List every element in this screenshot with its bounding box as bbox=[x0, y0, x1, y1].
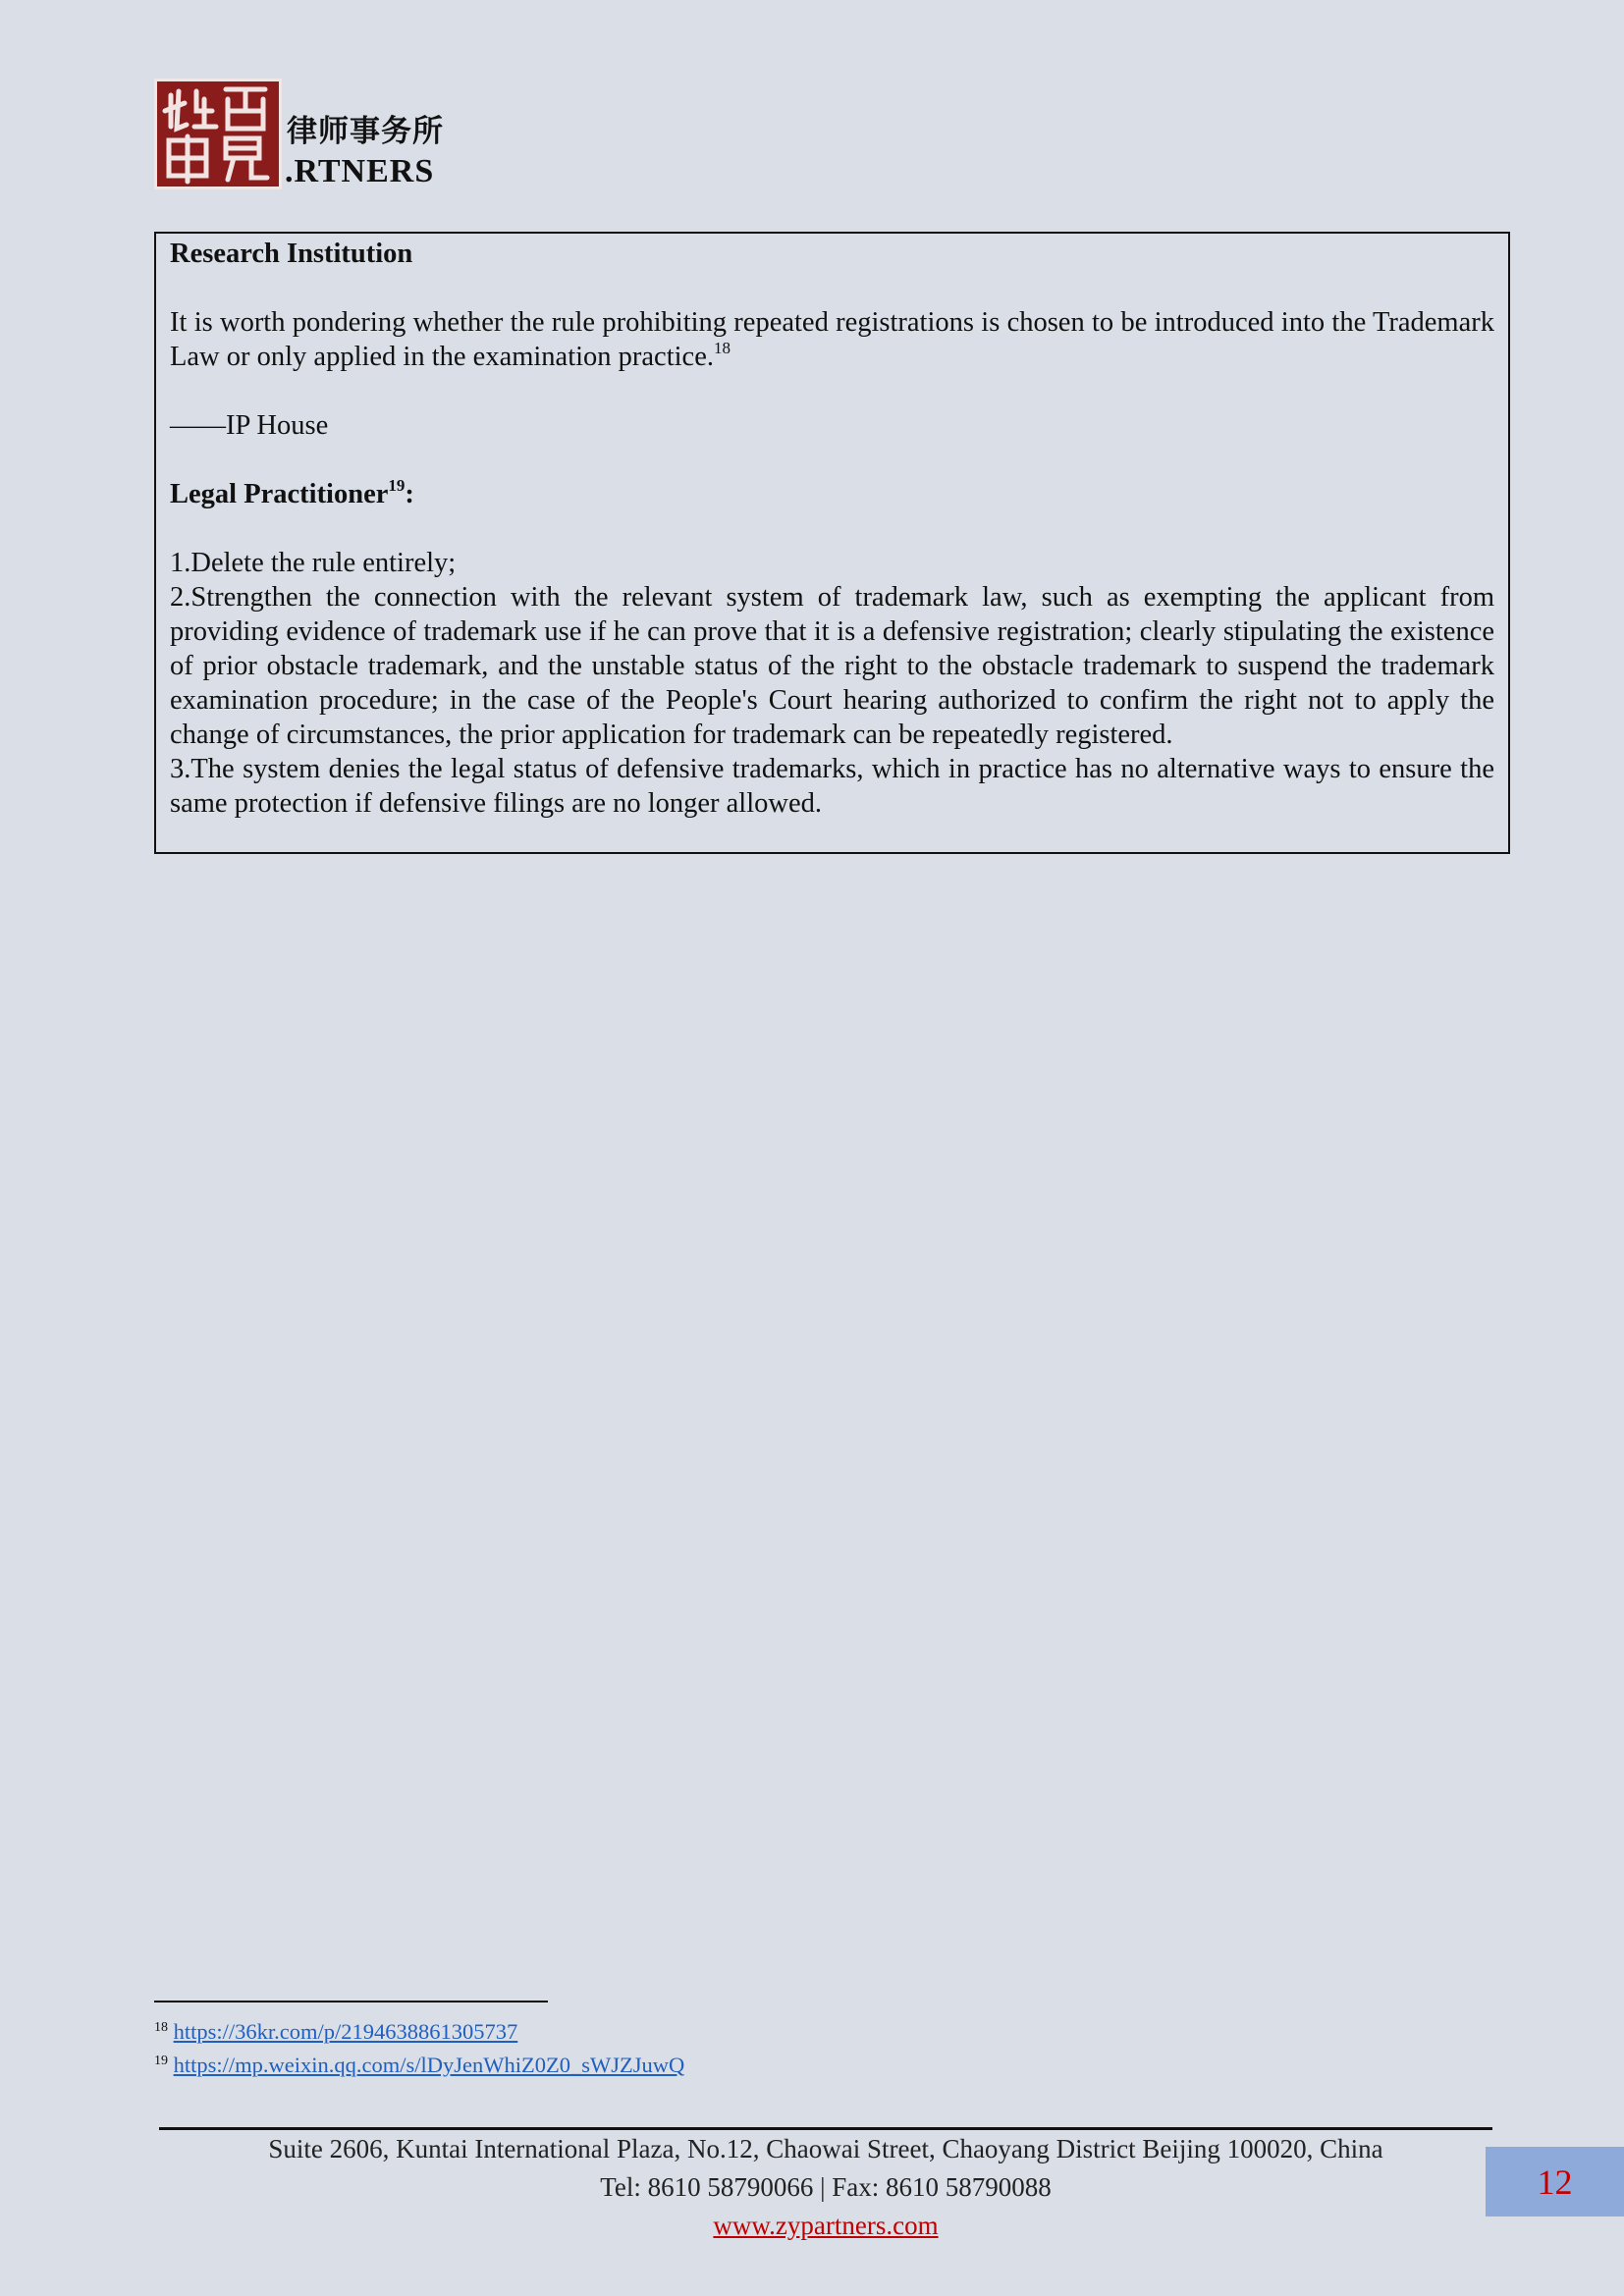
footnote-18 bbox=[154, 2018, 517, 2046]
research-institution-text bbox=[170, 305, 1494, 374]
footnote-number: 18 bbox=[154, 2020, 168, 2035]
firm-name-chinese: 律师事务所 bbox=[287, 114, 444, 149]
firm-name-english: .RTNERS bbox=[285, 153, 435, 189]
footnote-link[interactable]: https://mp.weixin.qq.com/s/lDyJenWhiZ0Z0_sWJZJuwQ bbox=[173, 2053, 685, 2077]
footnote-ref-18[interactable]: 18 bbox=[713, 339, 731, 357]
list-item: 3.The system denies the legal status of defensive trademarks, which in practice has no alternative ways to ensure the same protection if defensive filings are no longer allowed. bbox=[170, 754, 1494, 819]
page-number: 12 bbox=[1486, 2147, 1624, 2216]
legal-practitioner-title: Legal Practitioner bbox=[170, 479, 389, 509]
firm-logo bbox=[154, 79, 478, 196]
footer-address: Suite 2606, Kuntai International Plaza, No.12, Chaowai Street, Chaoyang District Beijing 100020, China bbox=[268, 2134, 1383, 2163]
footer-website-row bbox=[157, 2209, 1494, 2242]
footnote-ref-19[interactable]: 19 bbox=[388, 476, 406, 495]
footnote-link[interactable]: https://36kr.com/p/2194638861305737 bbox=[173, 2019, 518, 2044]
footnote-number: 19 bbox=[154, 2054, 168, 2068]
seal-logo-icon bbox=[154, 79, 282, 189]
footer-contact: Tel: 8610 58790066 | Fax: 8610 58790088 bbox=[600, 2172, 1052, 2202]
footnote-19 bbox=[154, 2052, 684, 2079]
legal-practitioner-colon: : bbox=[405, 479, 414, 509]
footer-website-link[interactable]: www.zypartners.com bbox=[713, 2211, 939, 2240]
research-institution-heading: Research Institution bbox=[170, 239, 413, 269]
research-text-body: It is worth pondering whether the rule prohibiting repeated registrations is chosen to be introduced into the Trademark Law or only applied in the examination practice. bbox=[170, 307, 1494, 372]
footer-divider bbox=[159, 2127, 1492, 2130]
attribution: ——IP House bbox=[170, 410, 329, 441]
list-item: 1.Delete the rule entirely; bbox=[170, 548, 457, 578]
legal-practitioner-heading bbox=[170, 477, 1494, 511]
footnote-divider bbox=[154, 2001, 548, 2002]
list-item: 2.Strengthen the connection with the relevant system of trademark law, such as exempting the applicant from providing evidence of trademark use if he can prove that it is a defensive registration; clearly stipulating the existence of prior obstacle trademark, and the unstable status of the right to the obstacle trademark to suspend the trademark examination procedure; in the case of the People's Court hearing authorized to confirm the right not to apply the change of circumstances, the prior application for trademark can be repeatedly registered. bbox=[170, 582, 1494, 750]
quote-box bbox=[154, 232, 1510, 854]
